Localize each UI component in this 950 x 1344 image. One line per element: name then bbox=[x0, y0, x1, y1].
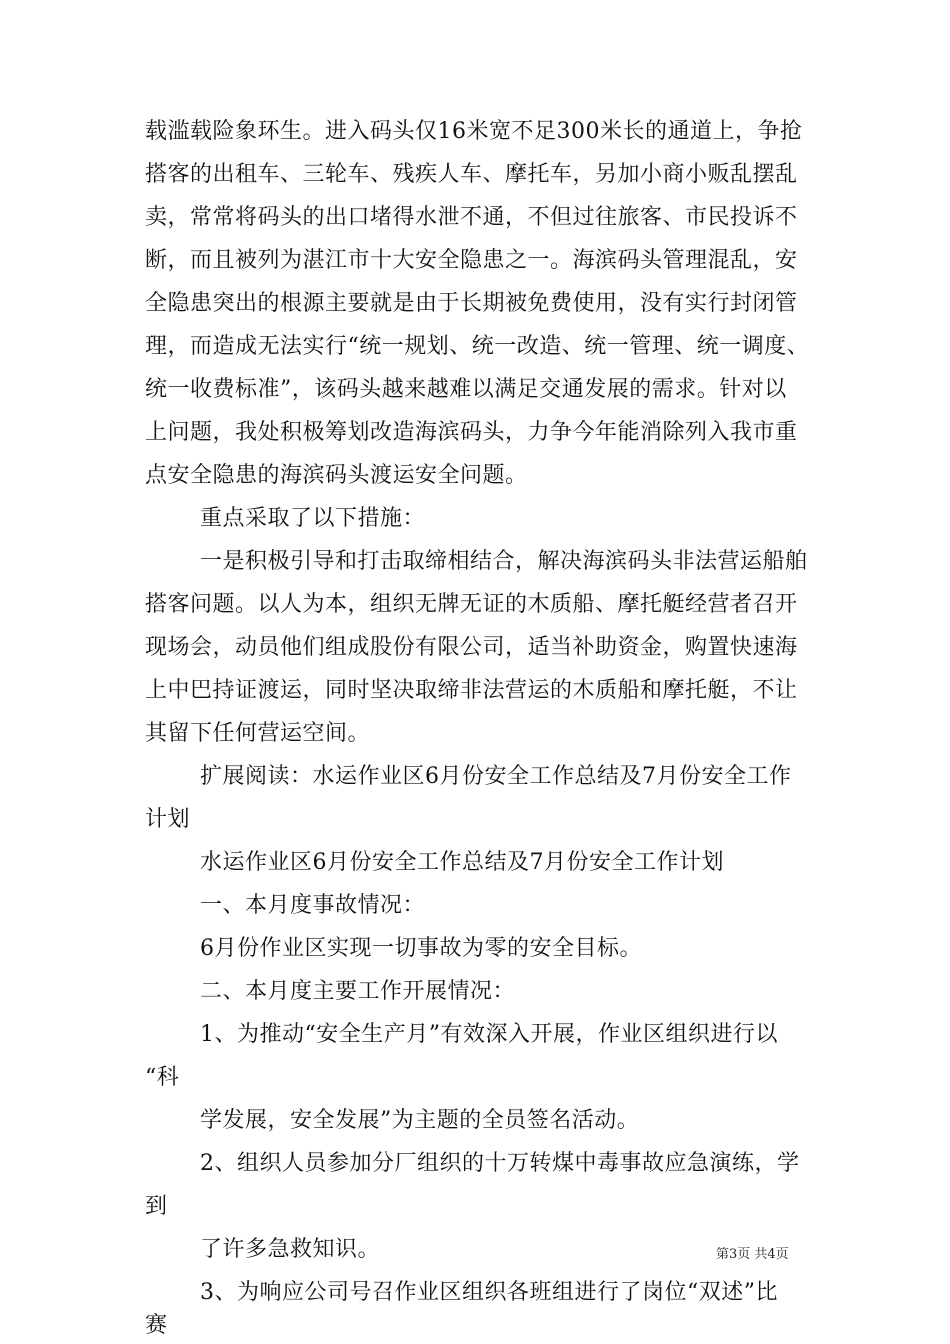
paragraph-line: 搭客问题。以人为本，组织无牌无证的木质船、摩托艇经营者召开 bbox=[145, 592, 798, 617]
paragraph-line: 卖，常常将码头的出口堵得水泄不通，不但过往旅客、市民投诉不 bbox=[145, 205, 798, 230]
measures-heading: 重点采取了以下措施： bbox=[200, 506, 426, 531]
paragraph-line: 断，而且被列为湛江市十大安全隐患之一。海滨码头管理混乱，安 bbox=[145, 248, 798, 273]
list-item-line: 了许多急救知识。 bbox=[200, 1237, 381, 1262]
section-heading: 一、本月度事故情况： bbox=[200, 893, 426, 918]
report-title: 水运作业区6月份安全工作总结及7月份安全工作计划 bbox=[200, 850, 724, 875]
paragraph-line: 理，而造成无法实行“统一规划、统一改造、统一管理、统一调度、 bbox=[145, 334, 810, 359]
page-number: 第3页 共4页 bbox=[716, 1247, 789, 1262]
paragraph-line: 统一收费标准”，该码头越来越难以满足交通发展的需求。针对以 bbox=[145, 377, 787, 402]
extended-reading-line: 扩展阅读：水运作业区6月份安全工作总结及7月份安全工作 bbox=[200, 764, 792, 789]
paragraph-line: 搭客的出租车、三轮车、残疾人车、摩托车，另加小商小贩乱摆乱 bbox=[145, 162, 798, 187]
paragraph-line: 其留下任何营运空间。 bbox=[145, 721, 371, 746]
section-text: 6月份作业区实现一切事故为零的安全目标。 bbox=[200, 936, 642, 961]
list-item-line: 到 bbox=[145, 1194, 168, 1219]
list-item-line: “科 bbox=[145, 1065, 180, 1090]
paragraph-line: 上中巴持证渡运，同时坚决取缔非法营运的木质船和摩托艇，不让 bbox=[145, 678, 798, 703]
list-item-line: 2、组织人员参加分厂组织的十万转煤中毒事故应急演练，学 bbox=[200, 1151, 800, 1176]
list-item-line: 赛 bbox=[145, 1313, 168, 1338]
list-item-line: 学发展，安全发展”为主题的全员签名活动。 bbox=[200, 1108, 640, 1133]
paragraph-line: 一是积极引导和打击取缔相结合，解决海滨码头非法营运船舶 bbox=[200, 549, 808, 574]
section-heading: 二、本月度主要工作开展情况： bbox=[200, 979, 516, 1004]
paragraph-line: 现场会，动员他们组成股份有限公司，适当补助资金，购置快速海 bbox=[145, 635, 798, 660]
paragraph-line: 上问题，我处积极筹划改造海滨码头，力争今年能消除列入我市重 bbox=[145, 420, 798, 445]
list-item-line: 3、为响应公司号召作业区组织各班组进行了岗位“双述”比 bbox=[200, 1280, 778, 1305]
paragraph-line: 全隐患突出的根源主要就是由于长期被免费使用，没有实行封闭管 bbox=[145, 291, 798, 316]
list-item-line: 1、为推动“安全生产月”有效深入开展，作业区组织进行以 bbox=[200, 1022, 778, 1047]
paragraph-line: 载滥载险象环生。进入码头仅16米宽不足300米长的通道上，争抢 bbox=[145, 119, 803, 144]
extended-reading-line: 计划 bbox=[145, 807, 191, 832]
paragraph-line: 点安全隐患的海滨码头渡运安全问题。 bbox=[145, 463, 528, 488]
